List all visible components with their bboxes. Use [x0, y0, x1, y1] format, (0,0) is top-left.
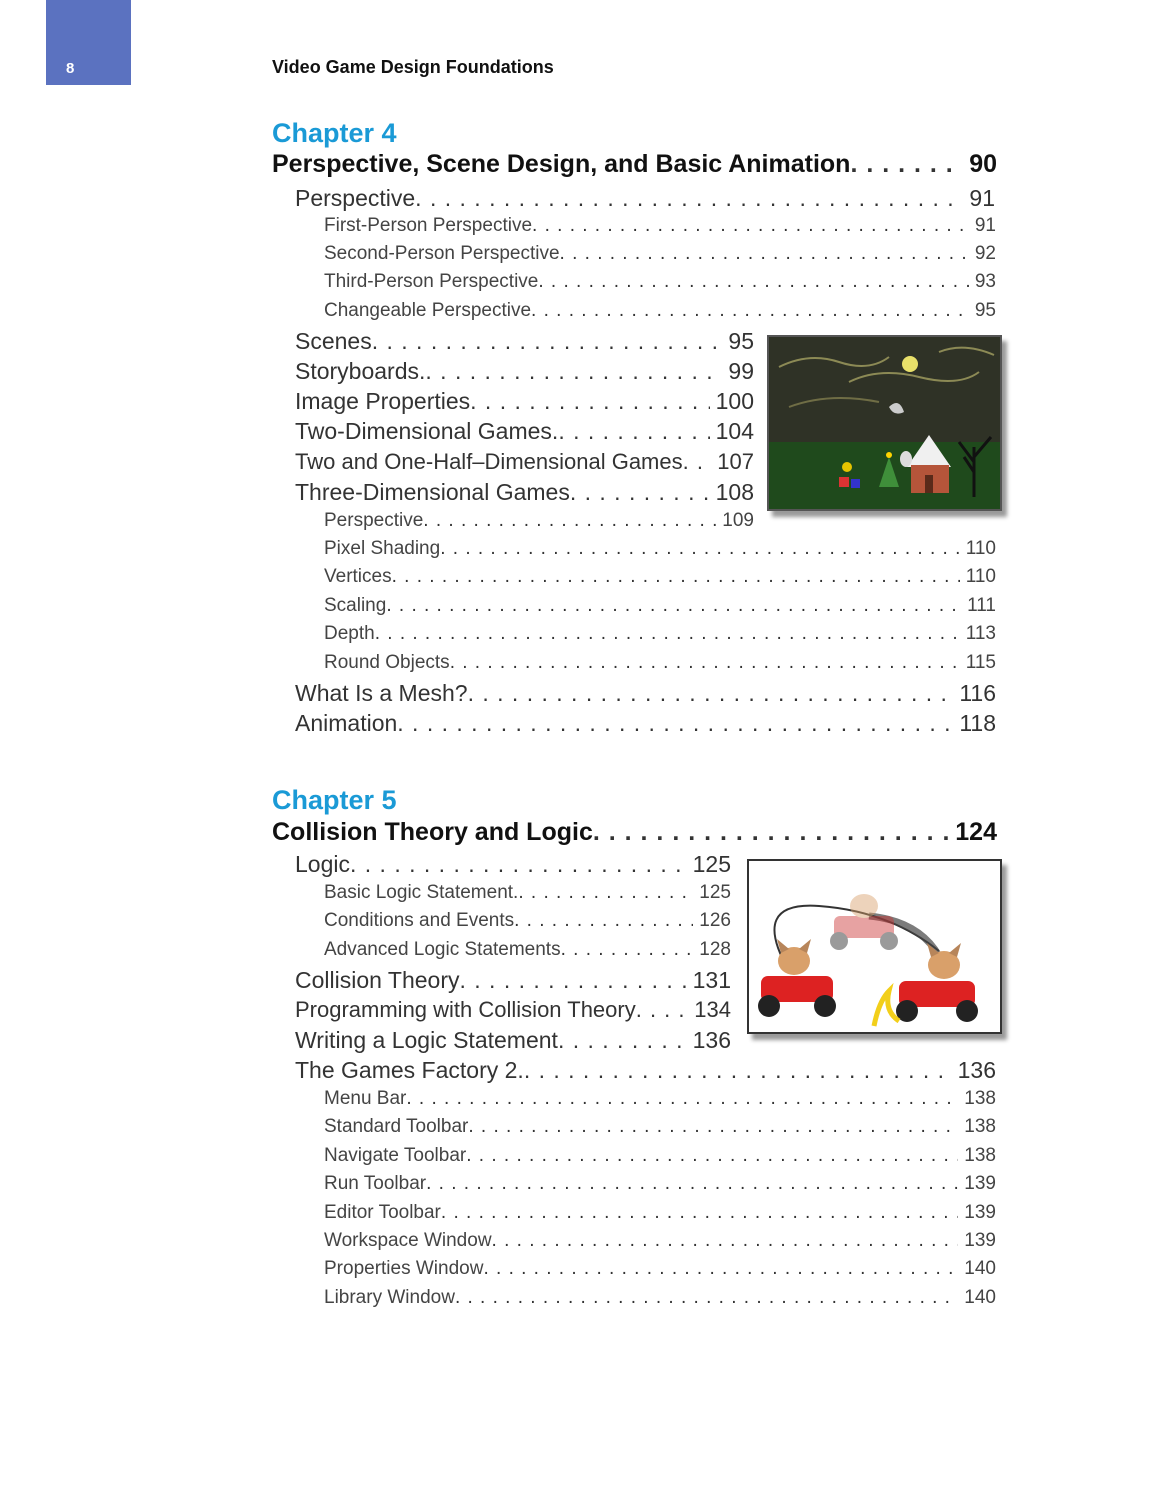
toc-subentry: Standard Toolbar . . . 138: [324, 1116, 996, 1138]
chapter-title: Collision Theory and Logic: [272, 818, 593, 846]
chapter-title-page: 90: [969, 150, 997, 178]
toc-subentry: Pixel Shading . . . 110: [324, 538, 996, 560]
page-number: 8: [66, 60, 75, 77]
chapter-5-title-row: [272, 818, 997, 847]
toc-subentry: Editor Toolbar . . . 139: [324, 1202, 996, 1224]
toc-entry: Image Properties . . . 100: [295, 388, 754, 415]
toc-subentry: Third-Person Perspective . . . 93: [324, 271, 996, 293]
toc-subentry: Second-Person Perspective . . . 92: [324, 243, 996, 265]
toc-subentry: Depth . . . 113: [324, 623, 996, 645]
page-number-tab: [46, 0, 131, 85]
toc-entry: Two and One-Half–Dimensional Games . . . 107: [295, 449, 754, 475]
toc-subentry: Run Toolbar . . . 139: [324, 1173, 996, 1195]
night-scene-illustration: [767, 335, 1002, 511]
kart-collision-illustration: [747, 859, 1002, 1034]
toc-entry: Perspective . . . 91: [295, 185, 995, 212]
toc-entry: Storyboards. . . . 99: [295, 358, 754, 385]
toc-subentry: Changeable Perspective . . . 95: [324, 300, 996, 322]
chapter-title: Perspective, Scene Design, and Basic Animation: [272, 150, 851, 178]
toc-subentry: Conditions and Events . . . 126: [324, 910, 731, 932]
toc-subentry: Basic Logic Statement. . . . 125: [324, 882, 731, 904]
toc-subentry: Menu Bar . . . 138: [324, 1088, 996, 1110]
toc-subentry: Workspace Window . . . 139: [324, 1230, 996, 1252]
toc-entry: Two-Dimensional Games. . . . 104: [295, 418, 754, 445]
toc-subentry: First-Person Perspective . . . 91: [324, 215, 996, 237]
toc-entry: Programming with Collision Theory . . . 134: [295, 997, 731, 1023]
toc-subentry: Properties Window . . . 140: [324, 1258, 996, 1280]
book-title: Video Game Design Foundations: [272, 57, 554, 77]
toc-subentry: Scaling . . . 111: [324, 595, 996, 617]
toc-entry: What Is a Mesh? . . . 116: [295, 680, 996, 707]
toc-subentry: Vertices . . . 110: [324, 566, 996, 588]
toc-entry: Animation . . . 118: [295, 710, 996, 737]
toc-entry: Logic . . . 125: [295, 851, 731, 878]
toc-entry: Three-Dimensional Games . . . 108: [295, 479, 754, 506]
toc-subentry: Library Window . . . 140: [324, 1287, 996, 1309]
chapter-5-label: Chapter 5: [272, 785, 397, 815]
toc-entry: Collision Theory . . . 131: [295, 967, 731, 994]
toc-subentry: Round Objects . . . 115: [324, 652, 996, 674]
toc-entry: Writing a Logic Statement . . . 136: [295, 1027, 731, 1054]
chapter-title-page: 124: [955, 818, 997, 846]
toc-entry: The Games Factory 2. . . . 136: [295, 1057, 996, 1084]
toc-subentry: Navigate Toolbar . . . 138: [324, 1145, 996, 1167]
toc-entry: Scenes . . . 95: [295, 328, 754, 355]
chapter-4-title-row: [272, 150, 997, 179]
toc-subentry: Advanced Logic Statements . . . 128: [324, 939, 731, 961]
toc-subentry: Perspective . . . 109: [324, 510, 754, 532]
chapter-4-label: Chapter 4: [272, 118, 397, 148]
